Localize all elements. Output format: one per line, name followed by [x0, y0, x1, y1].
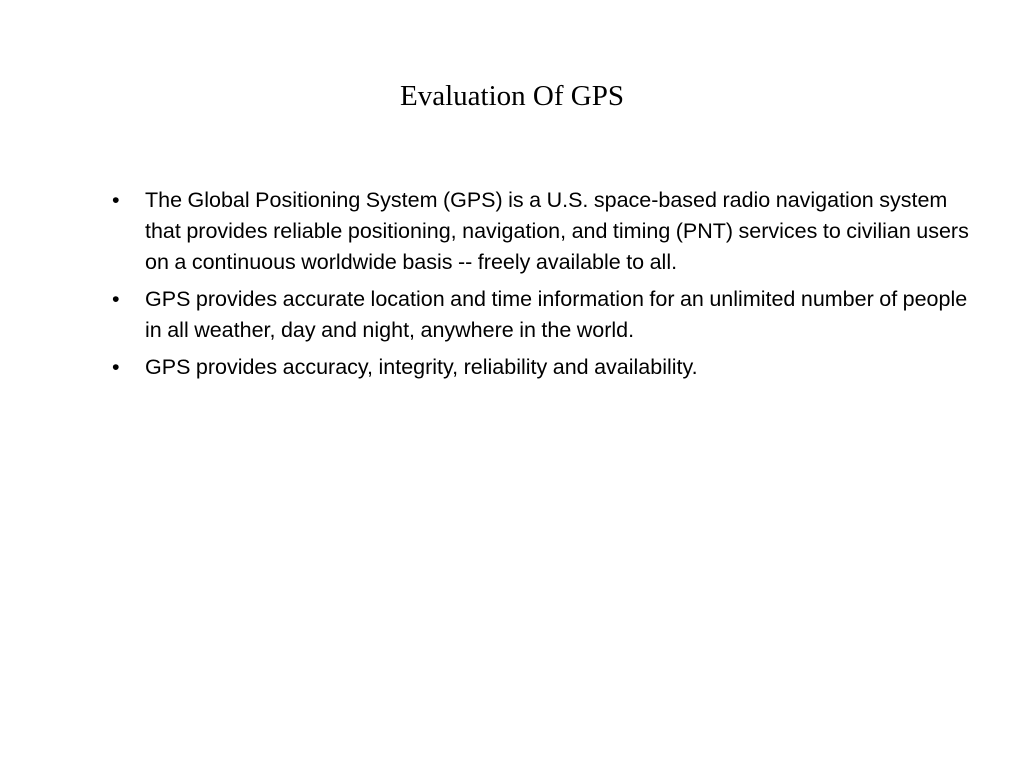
bullet-item	[112, 185, 972, 278]
bullet-icon: •	[112, 355, 120, 379]
bullet-item	[112, 284, 972, 346]
bullet-item	[112, 352, 972, 383]
bullet-icon: •	[112, 188, 120, 212]
slide-title: Evaluation Of GPS	[400, 80, 624, 112]
bullet-text: The Global Positioning System (GPS) is a U.S. space-based radio navigation system that provides reliable positioning, navigation, and timing (PNT) services to civilian users on a continuous worldwide basis -- freely available to all.	[145, 188, 969, 274]
bullet-text: GPS provides accurate location and time information for an unlimited number of people in all weather, day and night, anywhere in the world.	[145, 287, 968, 342]
bullet-icon: •	[112, 287, 120, 311]
bullet-list	[112, 185, 972, 389]
bullet-text: GPS provides accuracy, integrity, reliability and availability.	[145, 355, 698, 379]
